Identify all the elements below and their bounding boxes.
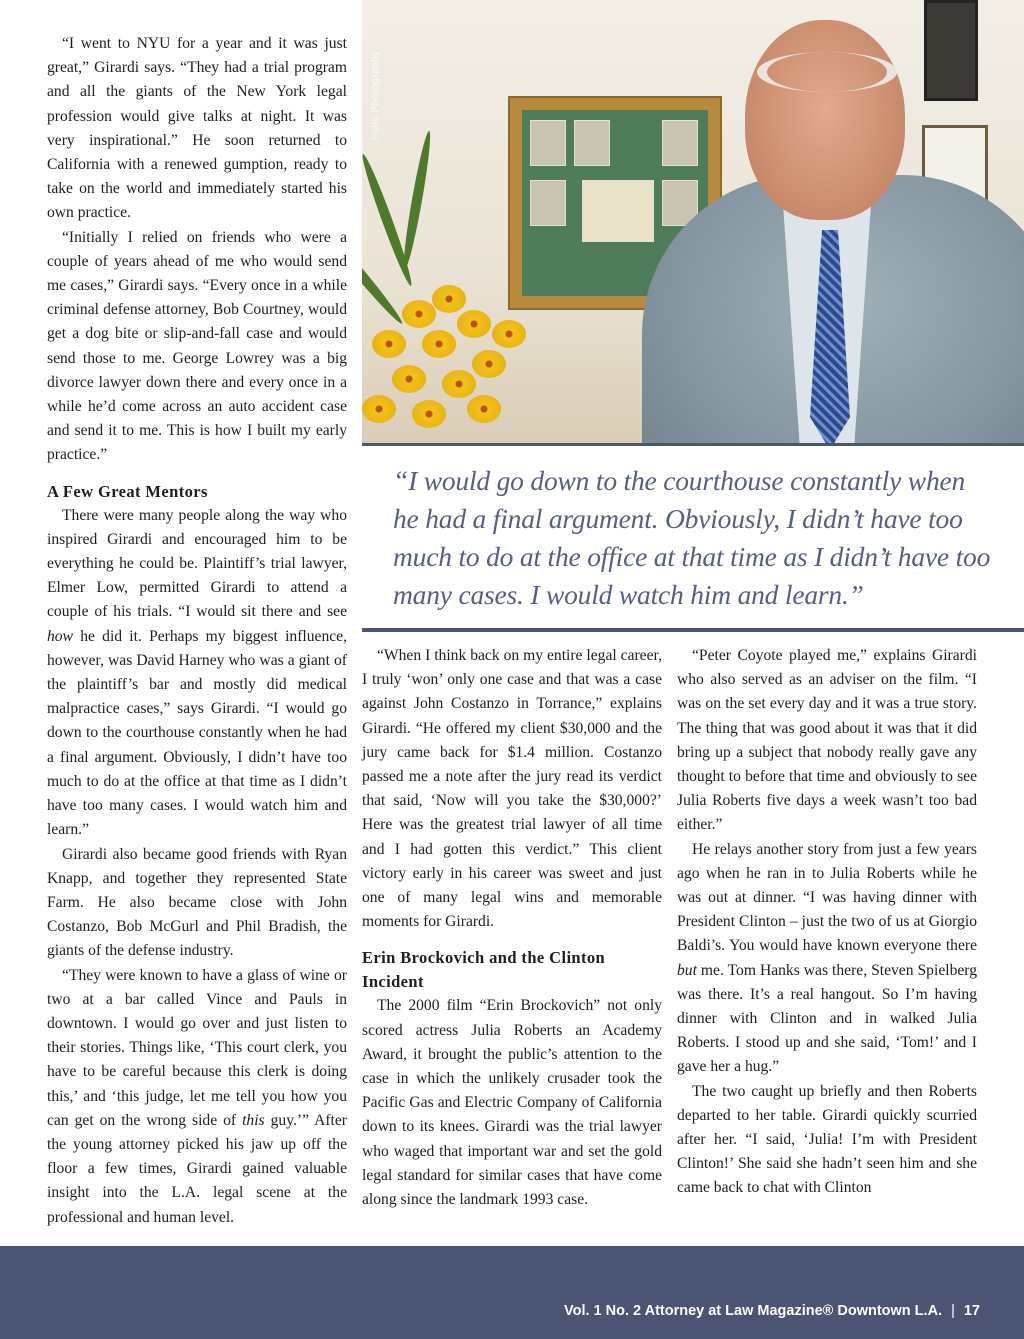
paragraph: He relays another story from just a few years ago when he ran in to Julia Roberts while he was out at dinner. “I was having dinner with President Clinton – just the two of us at Giorgio Baldi’s. You would have known everyone there but me. Tom Hanks was there, Steven Spielberg was there. It’s a real hangout. So I’m having dinner with Clinton and in walked Julia Roberts. I stood up and she said, ‘Tom!’ and I gave her a hug.”	[677, 840, 977, 1076]
paragraph: Girardi also became good friends with Ryan Knapp, and together they represented State Farm. He also became close with John Costanzo, Bob McGurl and Phil Bradish, the giants of the defense industry.	[47, 845, 347, 960]
paragraph: “Peter Coyote played me,” explains Girardi who also served as an adviser on the film. “I was on the set every day and it was a true story. The thing that was good about it was that it did bring up a subject that nobody really gave any thought to before that time and obviously to see Julia Roberts five days a week wasn’t too bad either.”	[677, 647, 977, 834]
portrait-photo	[362, 0, 1024, 443]
footer-separator: |	[951, 1303, 955, 1319]
photo-divider	[362, 443, 1024, 446]
paragraph: There were many people along the way who inspired Girardi and encouraged him to be everything he could be. Plaintiff’s trial lawyer, Elmer Low, permitted Girardi to attend a couple of his trials. “I would sit there and see how he did it. Perhaps my biggest influence, however, was David Harney who was a giant of the plaintiff’s bar and mostly did medical malpractice cases,” says Girardi. “I would go down to the courthouse constantly when he had a final argument. Obviously, I didn’t have too much to do at the office at that time as I didn’t have too many cases. I would watch him and learn.”	[47, 506, 347, 839]
paragraph: “They were known to have a glass of wine or two at a bar called Vince and Pauls in downtown. I would go over and just listen to their stories. Things like, ‘This court clerk, you have to be careful because this clerk is doing this,’ and ‘this judge, let me tell you how you can get on the wrong side of this guy.’” After the young attorney picked his jaw up off the floor a few times, Girardi gained valuable insight into the L.A. legal scene at the professional and human level.	[47, 966, 347, 1226]
paragraph: “When I think back on my entire legal career, I truly ‘won’ only one case and that was a case against John Costanzo in Torrance,” explains Girardi. “He offered my client $30,000 and the jury came back for $1.4 million. Costanzo passed me a note after the jury read its verdict that said, ‘Now will you take the $30,000?’ Here was the greatest trial lawyer of all time and I had gotten this verdict.” This client victory early in his career was sweet and just one of many legal wins and memorable moments for Girardi.	[362, 647, 662, 931]
paragraph: The 2000 film “Erin Brockovich” not only scored actress Julia Roberts an Academy Award, it brought the public’s attention to the case in which the unlikely crusader took the Pacific Gas and Electric Company of California down to its knees. Girardi was the trial lawyer who waged that important war and set the gold legal standard for similar cases that have come along since the landmark 1993 case.	[362, 997, 662, 1209]
wall-photo	[924, 0, 978, 101]
article-column-2	[362, 644, 662, 1212]
paragraph: “I went to NYU for a year and it was just great,” Girardi says. “They had a trial program and all the giants of the New York legal profession would give talks at night. It was very inspirational.” He soon returned to California with a renewed gumption, ready to take on the world and immediately started his own practice.	[47, 35, 347, 222]
page-footer	[0, 1246, 1024, 1339]
portrait-face	[745, 20, 905, 220]
article-column-1	[47, 32, 347, 1230]
footer-text	[564, 1303, 980, 1319]
article-column-3	[677, 644, 977, 1201]
pull-quote-divider	[362, 628, 1024, 632]
section-heading-brockovich: Erin Brockovich and the Clinton Incident	[362, 948, 606, 992]
pull-quote: “I would go down to the courthouse constantly when he had a final argument. Obviously, I didn’t have too much to do at the office at that time as I didn’t have too many cases. I would watch him and learn.”	[393, 465, 991, 610]
section-heading-mentors: A Few Great Mentors	[47, 481, 208, 501]
photo-credit: Fotis Photography	[370, 50, 381, 140]
paragraph: “Initially I relied on friends who were a couple of years ahead of me who would send me cases,” Girardi says. “Every once in a while criminal defense attorney, Bob Courtney, would get a dog bite or slip-and-fall case and would send those to me. George Lowrey was a big divorce lawyer down there and every once in a while he’d come across an auto accident case and send it to me. This is how I built my early practice.”	[47, 228, 347, 464]
paragraph: The two caught up briefly and then Roberts departed to her table. Girardi quickly scurried after her. “I said, ‘Julia! I’m with President Clinton!’ She said she hadn’t seen him and she came back to chat with Clinton	[677, 1082, 977, 1197]
issue-label: Vol. 1 No. 2 Attorney at Law Magazine® Downtown L.A.	[564, 1303, 943, 1319]
page-number: 17	[963, 1303, 980, 1319]
